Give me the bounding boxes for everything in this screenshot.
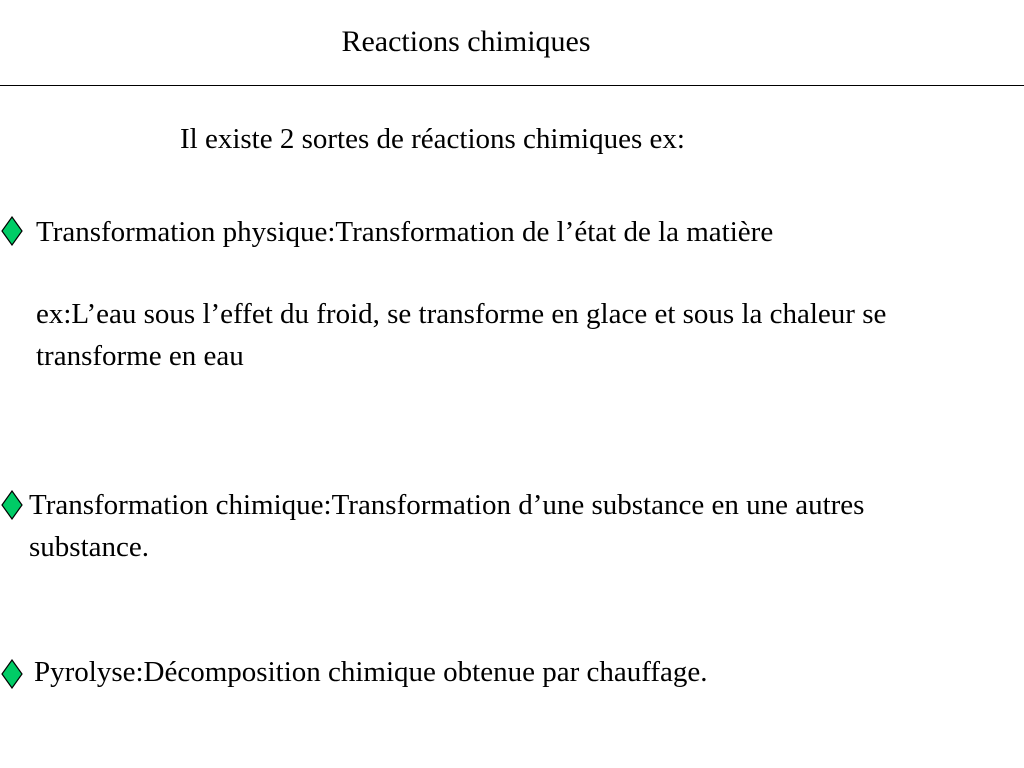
diamond-icon xyxy=(1,490,23,520)
diamond-icon xyxy=(1,659,23,689)
slide-title: Reactions chimiques xyxy=(341,25,591,58)
bullet-chemical-transformation: Transformation chimique:Transformation d’une substance en une autres substance. xyxy=(29,489,865,563)
diamond-icon xyxy=(1,216,23,246)
intro-text: Il existe 2 sortes de réactions chimiques ex: xyxy=(180,123,685,155)
bullet-physical-transformation: Transformation physique:Transformation de l’état de la matière xyxy=(36,216,774,248)
example-physical-transformation: ex:L’eau sous l’effet du froid, se transforme en glace et sous la chaleur se transforme en eau xyxy=(36,298,887,372)
title-divider xyxy=(0,85,1024,86)
bullet-pyrolysis: Pyrolyse:Décomposition chimique obtenue par chauffage. xyxy=(34,656,708,688)
